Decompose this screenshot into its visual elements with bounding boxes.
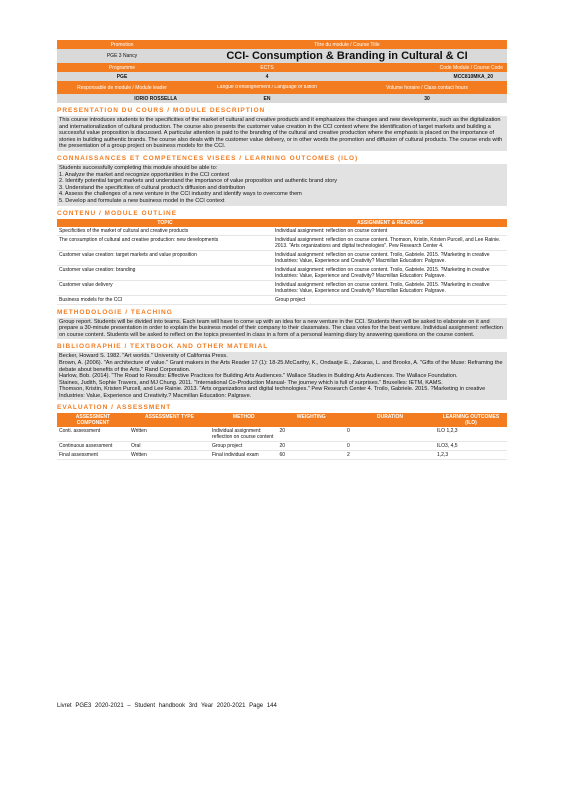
code-label: Code Module / Course Code bbox=[439, 64, 503, 71]
methodology-heading: METHODOLOGIE / TEACHING bbox=[57, 308, 173, 316]
bibliography-item: Becker, Howard S. 1982. "Art worlds." University of California Press. bbox=[59, 353, 228, 360]
page-footer: Livret PGE3 2020-2021 – Student handbook 3rd Year 2020-2021 Page 144 bbox=[57, 703, 277, 709]
table-row: Conti. assessment Written Individual assignment: reflection on course content 20 0 ILO 1,2,3 bbox=[57, 427, 507, 442]
bibliography-item: Harlow, Bob. (2014). "The Road to Results: Effective Practices for Building Arts Audiences." Wallace Studies in Building Arts Audiences. The Wallace Foundation. bbox=[59, 373, 458, 380]
presentation-heading: PRESENTATION DU COURS / MODULE DESCRIPTION bbox=[57, 107, 266, 114]
table-row: Customer value creation: branding Individual assignment: reflection on course content. Troilo, Gabriele. 2015. ?Marketing in creative Industries: Value, Experience and Creativity? Macmillan Education: Palgrave. bbox=[57, 265, 507, 280]
col-component: ASSESSMENT COMPONENT bbox=[75, 414, 111, 427]
bibliography-item: Brown, A. (2006). "An architecture of value." Grant makers in the Arts Reader 17 (1): 18-25.McCarthy, K., Ondaatje E., Zakaras, L. and Brooks, A. "Gifts of the Muse: Reframing the debate about benefits of the Arts." Rand Corporation. bbox=[59, 359, 503, 373]
volume-value: 30 bbox=[424, 95, 430, 102]
table-row: Final assessment Written Final individual exam 60 2 1,2,3 bbox=[57, 451, 507, 460]
evaluation-table bbox=[57, 413, 507, 460]
col-assign: ASSIGNMENT & READINGS bbox=[356, 219, 424, 226]
content-table bbox=[57, 219, 507, 305]
ects-label: ECTS bbox=[260, 64, 274, 71]
methodology-box bbox=[57, 318, 507, 340]
programme-label: Programme bbox=[108, 64, 136, 71]
course-sheet bbox=[57, 40, 507, 460]
bibliography-item: Staines, Judith, Sophie Travers, and MJ Chung. 2011. "International Co-Production Manual- The journey which is full of surprises." Bruxelles: IETM, KAMS. bbox=[59, 379, 443, 386]
content-heading: CONTENU / MODULE OUTLINE bbox=[57, 209, 178, 217]
ilo-box bbox=[57, 164, 507, 206]
ilo-heading: CONNAISSANCES ET COMPETENCES VISEES / LEARNING OUTCOMES (ILO) bbox=[57, 154, 359, 162]
methodology-text: Group report. Students will be divided into teams. Each team will have to come up with an idea for a new venture in the CCI. Students then will be asked to elaborate on it and prepare a 30-minute presentation in order to explain the business model of their company to their classmates. The class votes for the best venture. Individual assignment: reflection on course content. Students will be asked to reflect on the topics presented in class in a form of a personal learning diary by answering questions on the course content. bbox=[59, 318, 503, 338]
col-type: ASSESSMENT TYPE bbox=[145, 414, 194, 421]
bibliography-heading: BIBLIOGRAPHIE / TEXTBOOK AND OTHER MATERIAL bbox=[57, 343, 269, 351]
table-row: Customer value delivery Individual assignment: reflection on course content. Troilo, Gabriele. 2015. ?Marketing in creative Industries: Value, Experience and Creativity? Macmillan Education: Palgrave. bbox=[57, 280, 507, 295]
table-row: The consumption of cultural and creative production: new developments Individual assignment: reflection on course content. Thomson, Kristin, Kristen Purcell, and Lee Rainie. 2013. "Arts organizations and digital technologies". Pew Research Center 4. bbox=[57, 235, 507, 250]
promotion-value: PGE 3 Nancy bbox=[106, 53, 138, 59]
responsable-value: IORIO ROSSELLA bbox=[134, 95, 177, 102]
code-value: MCC810MKA_20 bbox=[453, 73, 493, 80]
col-weighting: WEIGHTING bbox=[296, 414, 326, 421]
ilo-item: 3. Understand the specificities of cultural product's diffusion and distribution bbox=[59, 184, 246, 191]
ilo-item: 2. Identify potential target markets and understand the importance of value proposition and authentic brand story bbox=[59, 178, 337, 185]
ilo-intro: Students successfully completing this module should be able to: bbox=[59, 164, 218, 171]
ilo-item: 1. Analyze the market and recognize opportunities in the CCI context bbox=[59, 171, 230, 178]
ects-value: 4 bbox=[265, 73, 269, 80]
bibliography-box bbox=[57, 352, 507, 400]
responsable-label: Responsable de module / Module leader bbox=[77, 84, 167, 91]
programme-value: PGE bbox=[116, 73, 128, 80]
langue-value: EN bbox=[263, 95, 271, 102]
presentation-text-box bbox=[57, 116, 507, 151]
course-header bbox=[57, 40, 507, 103]
course-title: CCI- Consumption & Branding in Cultural & CI bbox=[226, 50, 468, 62]
table-row: Specificities of the market of cultural and creative products Individual assignment: reflection on course content bbox=[57, 227, 507, 236]
promotion-label: Promotion bbox=[110, 41, 134, 48]
col-duration: DURATION bbox=[376, 414, 403, 421]
table-row: Business models for the CCI Group project bbox=[57, 295, 507, 304]
bibliography-item: Thomson, Kristin, Kristen Purcell, and Lee Rainie. 2013. "Arts organizations and digital technologies." Pew Research Center 4. Troilo, Gabriele. 2015. ?Marketing in creative Industries: Value, Experience and Creativity.? Macmillan Education: Palgrave. bbox=[59, 386, 486, 399]
col-method: METHOD bbox=[232, 414, 255, 421]
ilo-item: 5. Develop and formulate a new business model in the CCI context bbox=[59, 197, 225, 204]
presentation-text: This course introduces students to the specificities of the market of cultural and creative products and it emphasizes the changes and new developments, such as the digitalization and internationalization of cultural production. The course also presents the customer value creation in the CCI context where the identification of target markets and building a successful value proposition is discussed. A particular attention is paid to the branding of the cultural and creative production where the emphasis is placed on the importance of stories in building authentic brands. The course also deals with the customer value delivery, or in other words the promotion and diffusion of cultural products. The course ends with the presentation of a group project on business models for the CCI. bbox=[59, 117, 503, 150]
title-label: Titre du module / Course Title bbox=[314, 41, 380, 48]
langue-label: Langue d'enseignement / Language of tuition bbox=[217, 84, 317, 90]
volume-label: Volume horaire / Class contact hours bbox=[386, 84, 468, 91]
evaluation-heading: EVALUATION / ASSESSMENT bbox=[57, 404, 172, 412]
col-ilo: LEARNING OUTCOMES (ILO) bbox=[442, 414, 500, 427]
col-topic: TOPIC bbox=[157, 219, 173, 226]
table-row: Continuous assessment Oral Group project 20 0 ILO3, 4,5 bbox=[57, 442, 507, 451]
table-row: Customer value creation: target markets and value proposition Individual assignment: reflection on course content. Troilo, Gabriele. 2015. ?Marketing in creative Industries: Value, Experience and Creativity? Macmillan Education: Palgrave. bbox=[57, 250, 507, 265]
ilo-item: 4. Assess the challenges of a new venture in the CCI industry and identify ways to overcome them bbox=[59, 191, 302, 198]
